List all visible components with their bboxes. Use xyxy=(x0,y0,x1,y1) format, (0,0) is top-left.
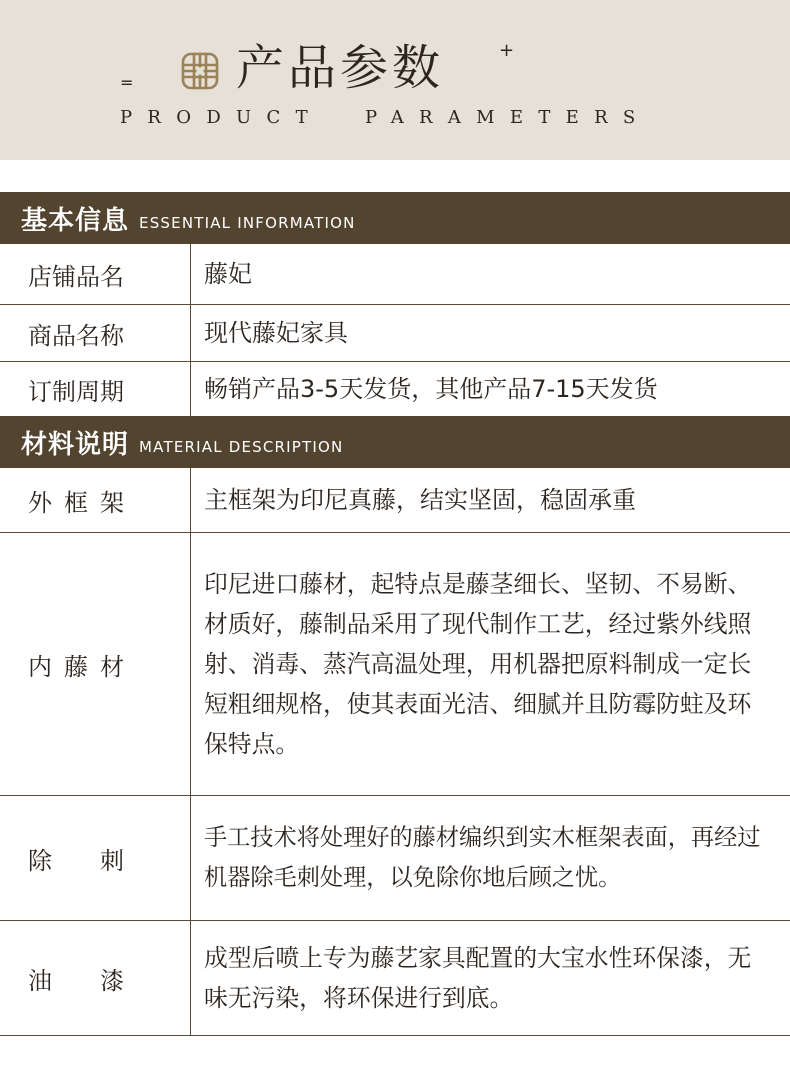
section-header-material xyxy=(0,416,790,468)
section-title-cn: 基本信息 xyxy=(21,205,130,236)
section-title-cn: 材料说明 xyxy=(21,429,130,460)
row-value: 现代藤妃家具 xyxy=(204,319,348,347)
row-label: 油漆 xyxy=(0,921,191,1035)
row-value: 藤妃 xyxy=(204,260,252,288)
chinese-knot-pattern-icon xyxy=(180,51,220,91)
page-subtitle: PRODUCT PARAMETERS xyxy=(120,107,651,128)
table-row xyxy=(0,921,790,1035)
decorative-plus: + xyxy=(499,40,515,61)
row-value: 成型后喷上专为藤艺家具配置的大宝水性环保漆，无味无污染，将环保进行到底。 xyxy=(204,944,752,1012)
section-title-en: MATERIAL DESCRIPTION xyxy=(139,438,344,456)
row-label: 店铺品名 xyxy=(0,244,191,304)
row-label: 订制周期 xyxy=(0,362,191,416)
section-header-basic-info xyxy=(0,192,790,244)
section-title-en: ESSENTIAL INFORMATION xyxy=(139,214,356,232)
table-bottom-border xyxy=(0,1035,790,1036)
row-label: 商品名称 xyxy=(0,305,191,361)
row-label: 内藤材 xyxy=(0,533,191,795)
table-row xyxy=(0,362,790,416)
table-row xyxy=(0,305,790,361)
table-row xyxy=(0,468,790,532)
row-value: 手工技术将处理好的藤材编织到实木框架表面，再经过机器除毛刺处理，以免除你地后顾之忧。 xyxy=(204,824,761,891)
row-value: 畅销产品3-5天发货，其他产品7-15天发货 xyxy=(204,375,658,403)
row-label: 外框架 xyxy=(0,468,191,532)
decorative-equals: = xyxy=(120,73,134,92)
page-title: 产品参数 xyxy=(236,40,445,96)
table-row xyxy=(0,533,790,795)
table-row xyxy=(0,796,790,920)
row-value: 印尼进口藤材，起特点是藤茎细长、坚韧、不易断、材质好，藤制品采用了现代制作工艺，经过紫外线照射、消毒、蒸汽高温处理，用机器把原料制成一定长短粗细规格，使其表面光洁、细腻并且防霉防蛀及环保特点。 xyxy=(204,570,752,758)
row-value: 主框架为印尼真藤，结实坚固，稳固承重 xyxy=(204,486,636,514)
row-label: 除刺 xyxy=(0,796,191,920)
table-row xyxy=(0,244,790,304)
